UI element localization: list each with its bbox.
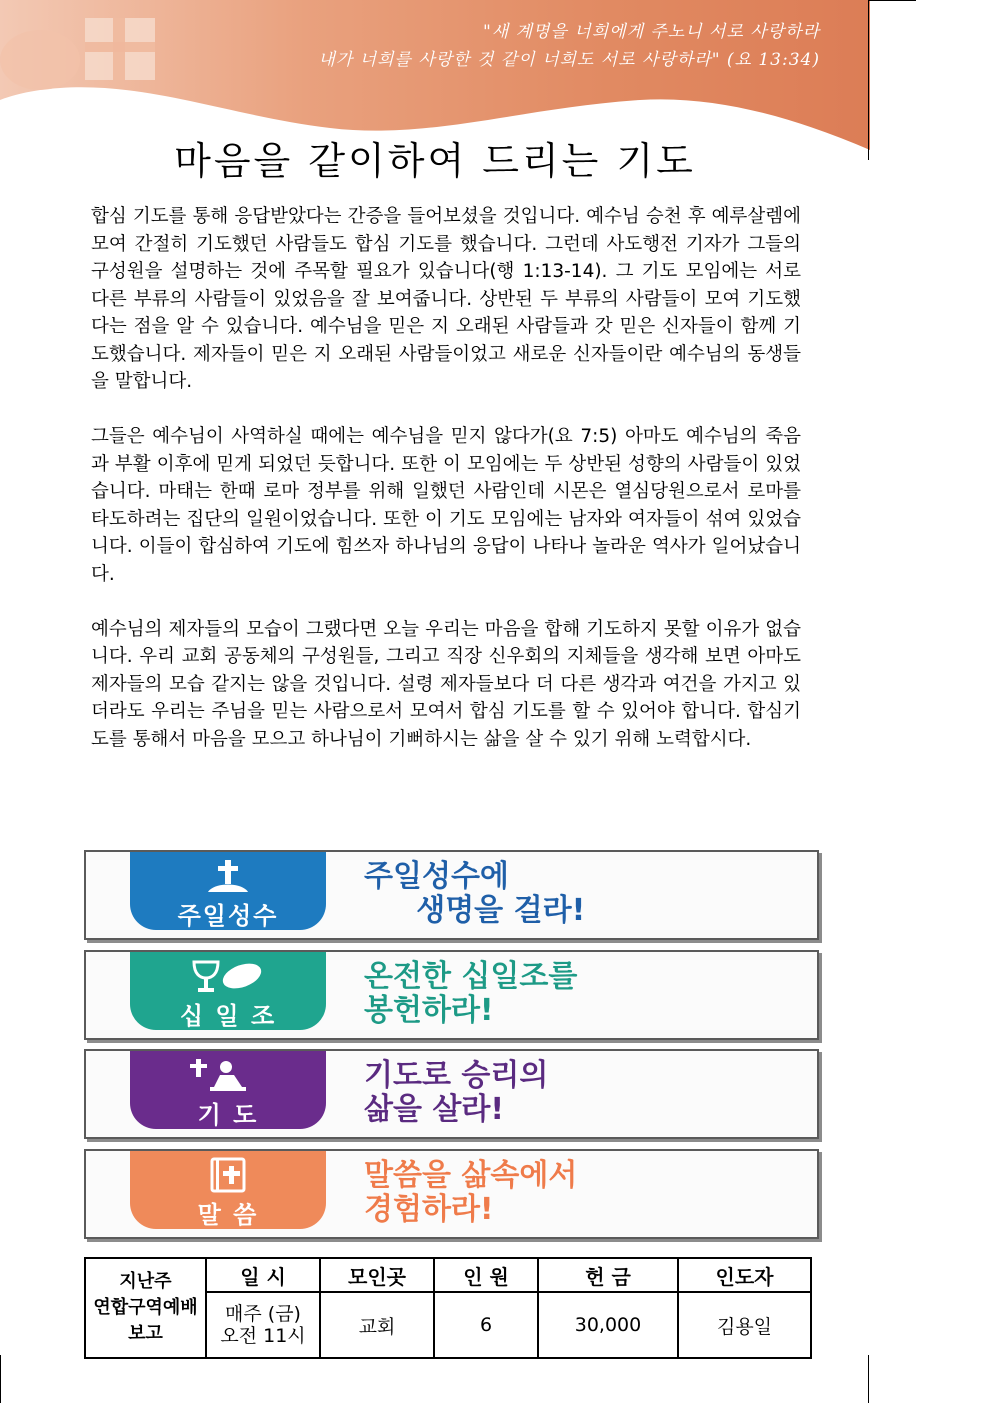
slogan-badge <box>130 952 326 1030</box>
slogan-tithe <box>84 950 819 1040</box>
report-place: 교회 <box>320 1292 434 1358</box>
page-title: 마음을 같이하여 드리는 기도 <box>174 139 696 183</box>
cross-on-hill-icon <box>130 858 326 894</box>
bible-verse <box>220 18 820 74</box>
report-attendance: 6 <box>434 1292 538 1358</box>
paragraph: 예수님의 제자들의 모습이 그랬다면 오늘 우리는 마음을 합해 기도하지 못할 이유가 없습니다. 우리 교회 공동체의 구성원들, 그리고 직장 신우회의 지체들을 생각해 보면 아마도 제자들의 모습 같지는 않을 것입니다. 설령 제자들보다 더 다른 생각과 여건을 가지고 있더라도 우리는 주님을 믿는 사람으로서 모여서 합심 기도를 할 수 있어야 합니다. 합심기도를 통해서 마음을 모으고 하나님이 기뻐하시는 삶을 살 수 있기 위해 노력합시다. <box>91 618 801 750</box>
article-body <box>91 203 801 781</box>
worship-report-table <box>84 1257 812 1359</box>
slogan-badge-label: 기 도 <box>197 1101 259 1129</box>
verse-line-2: 내가 너희를 사랑한 것 같이 너희도 서로 사랑하라" (요 13:34) <box>318 50 820 70</box>
slogan-sunday <box>84 850 819 940</box>
report-row-header: 지난주 연합구역예배 보고 <box>85 1258 206 1358</box>
slogan-list <box>84 850 819 1248</box>
chalice-bread-icon <box>130 958 326 994</box>
bible-icon <box>130 1157 326 1193</box>
slogan-badge <box>130 1051 326 1129</box>
report-offering: 30,000 <box>538 1292 678 1358</box>
slogan-prayer <box>84 1049 819 1139</box>
column-header-offering: 헌 금 <box>538 1258 678 1292</box>
page-edge <box>868 0 916 1</box>
slogan-text: 온전한 십일조를 봉헌하라! <box>364 958 578 1028</box>
report-date: 매주 (금) 오전 11시 <box>206 1292 320 1358</box>
column-header-attendance: 인 원 <box>434 1258 538 1292</box>
slogan-badge <box>130 1151 326 1229</box>
slogan-text: 기도로 승리의 삶을 살라! <box>364 1058 549 1127</box>
page-edge <box>868 1355 869 1403</box>
slogan-text: 주일성수에 생명을 걸라! <box>364 859 586 928</box>
praying-person-icon <box>130 1057 326 1093</box>
slogan-badge <box>130 852 326 930</box>
paragraph: 그들은 예수님이 사역하실 때에는 예수님을 믿지 않다가(요 7:5) 아마도 예수님의 죽음과 부활 이후에 믿게 되었던 듯합니다. 또한 이 모임에는 두 상반된 성향의 사람들이 있었습니다. 마태는 한때 로마 정부를 위해 일했던 사람인데 시몬은 열심당원으로서 로마를 타도하려는 집단의 일원이었습니다. 또한 이 기도 모임에는 남자와 여자들이 섞여 있었습니다. 이들이 합심하여 기도에 힘쓰자 하나님의 응답이 나타나 놀라운 역사가 일어났습니다. <box>91 426 801 585</box>
slogan-badge-label: 말 씀 <box>197 1200 259 1229</box>
verse-line-1: "새 계명을 너희에게 주노니 서로 사랑하라 <box>482 22 820 42</box>
column-header-place: 모인곳 <box>320 1258 434 1292</box>
slogan-word <box>84 1149 819 1239</box>
report-leader: 김용일 <box>678 1292 811 1358</box>
slogan-badge-label: 십 일 조 <box>179 1001 277 1030</box>
column-header-date: 일 시 <box>206 1258 320 1292</box>
slogan-text: 말씀을 삶속에서 경험하라! <box>364 1157 578 1227</box>
slogan-badge-label: 주일성수 <box>177 902 279 930</box>
paragraph: 합심 기도를 통해 응답받았다는 간증을 들어보셨을 것입니다. 예수님 승천 후 예루살렘에 모여 간절히 기도했던 사람들도 합심 기도를 했습니다. 그런데 사도행전 기자가 그들의 구성원을 설명하는 것에 주목할 필요가 있습니다(행 1:13-14). 그 기도 모임에는 서로 다른 부류의 사람들이 있었음을 잘 보여줍니다. 상반된 두 부류의 사람들이 모여 기도했다는 점을 알 수 있습니다. 예수님을 믿은 지 오래된 사람들과 갓 믿은 신자들이 함께 기도했습니다. 제자들이 믿은 지 오래된 사람들이었고 새로운 신자들이란 예수님의 동생들을 말합니다. <box>91 206 801 392</box>
column-header-leader: 인도자 <box>678 1258 811 1292</box>
page-edge <box>0 1355 1 1403</box>
